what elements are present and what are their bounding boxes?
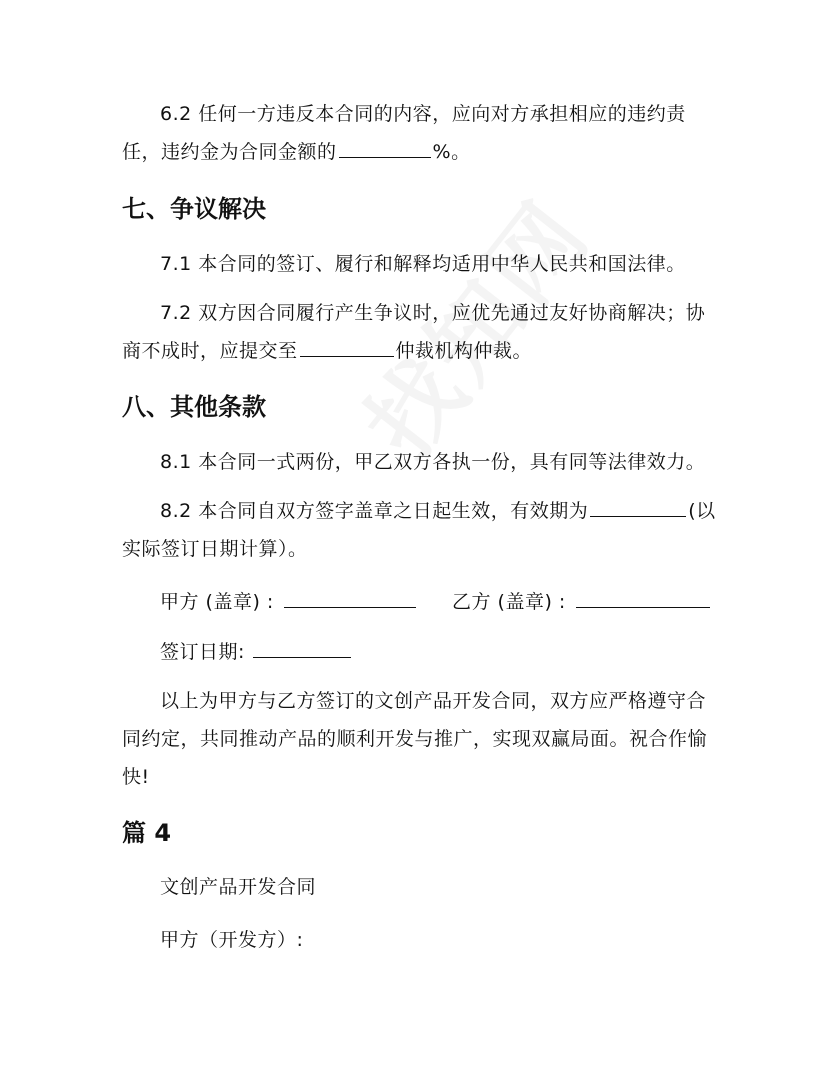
clause-8-2 xyxy=(122,492,722,568)
party-b-seal xyxy=(452,583,712,621)
part-4-heading: 篇 4 xyxy=(122,819,172,847)
clause-6-2-suffix: %。 xyxy=(432,141,471,163)
clause-7-1: 7.1 本合同的签订、履行和解释均适用中华人民共和国法律。 xyxy=(160,253,686,275)
clause-8-2-suffix: (以实际签订日期计算）。 xyxy=(122,500,716,560)
party-a-developer: 甲方（开发方）: xyxy=(160,929,304,951)
party-a-seal-blank xyxy=(284,587,416,608)
closing-paragraph: 以上为甲方与乙方签订的文创产品开发合同，双方应严格遵守合同约定，共同推动产品的顺利开发与推广，实现双赢局面。祝合作愉快! xyxy=(122,690,708,788)
clause-7-2 xyxy=(122,294,722,370)
signing-date-blank xyxy=(253,637,351,658)
signing-date-label: 签订日期: xyxy=(160,641,245,663)
party-b-seal-label: 乙方 (盖章) : xyxy=(452,591,566,613)
clause-7-2-suffix: 仲裁机构仲裁。 xyxy=(395,340,533,362)
signing-date xyxy=(160,633,353,671)
clause-8-1: 8.1 本合同一式两份，甲乙双方各执一份，具有同等法律效力。 xyxy=(160,451,706,473)
section-7-heading: 七、争议解决 xyxy=(122,195,266,223)
clause-6-2-text: 6.2 任何一方违反本合同的内容，应向对方承担相应的违约责任，违约金为合同金额的 xyxy=(122,103,686,163)
penalty-rate-blank xyxy=(339,137,431,158)
clause-7-2-text: 7.2 双方因合同履行产生争议时，应优先通过友好协商解决；协商不成时，应提交至 xyxy=(122,302,706,362)
clause-6-2 xyxy=(122,95,722,171)
party-a-seal-label: 甲方 (盖章) : xyxy=(160,591,274,613)
party-a-seal xyxy=(160,583,418,621)
arbitration-blank xyxy=(300,336,394,357)
contract-title: 文创产品开发合同 xyxy=(160,876,317,898)
validity-period-blank xyxy=(590,496,686,517)
party-b-seal-blank xyxy=(576,587,710,608)
section-8-heading: 八、其他条款 xyxy=(122,393,266,421)
clause-8-2-text: 8.2 本合同自双方签字盖章之日起生效，有效期为 xyxy=(160,500,589,522)
